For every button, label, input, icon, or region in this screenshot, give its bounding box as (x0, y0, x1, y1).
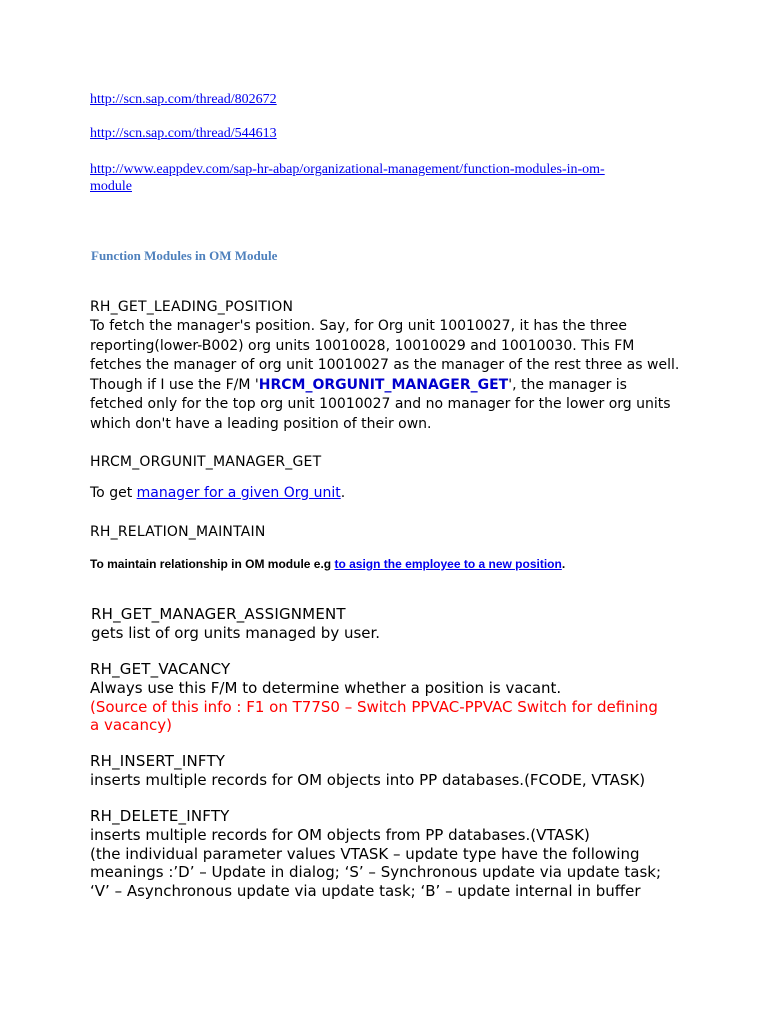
manager-assignment-block (91, 605, 691, 643)
delete-infty-line-4: ‘V’ – Asynchronous update via update task; ‘B’ – update internal in buffer (90, 881, 641, 900)
leading-position-title: RH_GET_LEADING_POSITION (90, 299, 294, 315)
orgunit-manager-body (90, 484, 690, 504)
relation-maintain-text-before: To maintain relationship in OM module e.g (90, 557, 335, 571)
orgunit-manager-text-before: To get (90, 485, 137, 501)
leading-position-line-4-before: Though if I use the F/M ' (90, 376, 259, 393)
link-line-3 (90, 161, 690, 195)
leading-position-block (90, 298, 690, 434)
section-heading: Function Modules in OM Module (91, 248, 278, 263)
manager-for-org-unit-link[interactable]: manager for a given Org unit (136, 485, 341, 501)
vacancy-title: RH_GET_VACANCY (90, 660, 231, 678)
scn-thread-544613-link[interactable]: http://scn.sap.com/thread/544613 (90, 126, 277, 141)
link-line-2 (90, 125, 277, 142)
leading-position-line-5: fetched only for the top org unit 10010027 and no manager for the lower org units (90, 396, 671, 412)
insert-infty-body: inserts multiple records for OM objects into PP databases.(FCODE, VTASK) (90, 771, 646, 789)
delete-infty-line-3: meanings :’D’ – Update in dialog; ‘S’ – Synchronous update via update task; (90, 863, 662, 881)
manager-assignment-body: gets list of org units managed by user. (91, 624, 381, 642)
assign-employee-position-link[interactable]: to asign the employee to a new position (334, 557, 562, 571)
relation-maintain-body (90, 556, 690, 572)
relation-maintain-text-after: . (561, 557, 566, 571)
leading-position-line-2: reporting(lower-B002) org units 10010028, 10010029 and 10010030. This FM (90, 337, 635, 354)
link-line-1 (90, 91, 277, 108)
manager-assignment-title: RH_GET_MANAGER_ASSIGNMENT (91, 605, 346, 623)
eappdev-link-part2[interactable]: module (90, 179, 132, 194)
leading-position-line-6: which don't have a leading position of their own. (90, 415, 432, 432)
vacancy-source-line-1: (Source of this info : F1 on T77S0 – Switch PPVAC-PPVAC Switch for defining (90, 697, 658, 716)
leading-position-body (90, 317, 690, 434)
delete-infty-line-2: (the individual parameter values VTASK – update type have the following (90, 844, 640, 863)
leading-position-line-4 (90, 376, 690, 396)
insert-infty-block (90, 752, 690, 790)
leading-position-line-1: To fetch the manager's position. Say, for Org unit 10010027, it has the three (90, 318, 627, 334)
hrcm-orgunit-manager-get-ref: HRCM_ORGUNIT_MANAGER_GET (258, 376, 509, 393)
vacancy-source-line-2: a vacancy) (90, 716, 172, 734)
insert-infty-title: RH_INSERT_INFTY (90, 752, 226, 770)
vacancy-block (90, 660, 690, 735)
delete-infty-block (90, 807, 710, 900)
leading-position-line-3: fetches the manager of org unit 10010027 as the manager of the rest three as well. (90, 357, 680, 373)
eappdev-link-part1[interactable]: http://www.eappdev.com/sap-hr-abap/organizational-management/function-modules-in-om- (90, 162, 605, 177)
relation-maintain-title: RH_RELATION_MAINTAIN (90, 524, 266, 540)
delete-infty-title: RH_DELETE_INFTY (90, 807, 230, 825)
leading-position-line-4-after: ', the manager is (508, 376, 627, 393)
orgunit-manager-text-after: . (340, 485, 346, 501)
scn-thread-802672-link[interactable]: http://scn.sap.com/thread/802672 (90, 92, 277, 107)
orgunit-manager-title: HRCM_ORGUNIT_MANAGER_GET (90, 454, 322, 470)
vacancy-body: Always use this F/M to determine whether a position is vacant. (90, 679, 562, 697)
delete-infty-line-1: inserts multiple records for OM objects from PP databases.(VTASK) (90, 826, 590, 844)
